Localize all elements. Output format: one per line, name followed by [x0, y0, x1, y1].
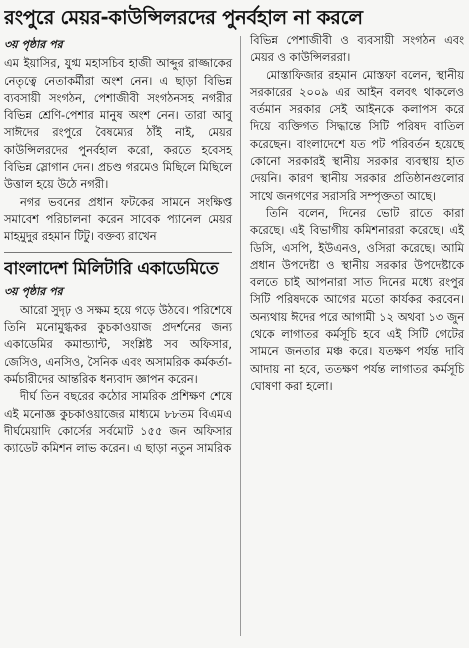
left-column: [4, 36, 232, 458]
column-divider: [240, 36, 241, 636]
article-paragraph: মোস্তাফিজার রহমান মোস্তফা বলেন, স্থানীয় সরকারের ২০০৯ এর আইন বলবৎ থাকলেও বর্তমান সরকার সেই আইনকে কলাপস করে দিয়ে ব্যক্তিগত সিদ্ধান্তে সিটি পরিষদ বাতিল করেছেন। বাংলাদেশে যত পট পরিবর্তন হয়েছে কোনো সরকারই স্থানীয় সরকার ব্যবস্থায় হাত দেয়নি। কারণ স্থানীয় সরকার প্রতিষ্ঠানগুলোর সাথে জনগণের সরাসরি সম্পৃক্ততা আছে।: [250, 67, 464, 203]
continued-from-kicker: ৩য় পৃষ্ঠার পর: [4, 38, 63, 51]
article-paragraph: বিভিন্ন পেশাজীবী ও ব্যবসায়ী সংগঠন এবং মেয়র ও কাউন্সিলররা।: [250, 33, 464, 65]
section-divider: [4, 252, 232, 253]
article-paragraph: নগর ভবনের প্রধান ফটকের সামনে সংক্ষিপ্ত সমাবেশ পরিচালনা করেন সাবেক প্যানেল মেয়র মাহমুদুর রহমান টিটু। বক্তব্য রাখেন: [4, 194, 232, 244]
article-paragraph: তিনি বলেন, দিনের ভোট রাতে কারা করেছে। এই বিভাগীয় কমিশনাররা করেছে। এই ডিসি, এসপি, ইউএনও, ওসিরা করেছে। আমি প্রধান উপদেষ্টা ও স্থানীয় সরকার উপদেষ্টাকে বলতে চাই আপনারা সাত দিনের মধ্যে রংপুর সিটি পরিষদকে আগের মতো কার্যকর করবেন। অন্যথায় ঈদের পরে আগামী ১২ অথবা ১৩ জুন থেকে লাগাতর কর্মসূচি হবে এই সিটি গেটের সামনে জনতার মঞ্চ করে। যতক্ষণ পর্যন্ত দাবি আদায় না হবে, ততক্ষণ পর্যন্ত লাগাতর কর্মসূচি ঘোষণা করা হলো।: [250, 205, 464, 393]
right-column: [250, 32, 464, 395]
second-article-headline: বাংলাদেশ মিলিটারি একাডেমিতে: [4, 258, 219, 279]
article-paragraph: এম ইয়াসির, যুগ্ম মহাসচিব হাজী আব্দুর রাজ্জাকের নেতৃত্বে নেতাকর্মীরা অংশ নেন। এ ছাড়া বিভিন্ন ব্যবসায়ী সংগঠন, পেশাজীবী সংগঠনসহ নগরীর বিভিন্ন শ্রেণি-পেশার মানুষ অংশ নেন। তারা আবু সাঈদের রংপুরে বৈষম্যের ঠাঁই নাই, মেয়র কাউন্সিলরদের পুনর্বহাল করো, করতে হবেসহ বিভিন্ন স্লোগান দেন। প্রচণ্ড গরমেও মিছিলে মিছিলে উত্তাল হয়ে উঠে নগরী।: [4, 56, 232, 192]
continued-from-kicker: ৩য় পৃষ্ঠার পর: [4, 284, 63, 298]
headline: রংপুরে মেয়র-কাউন্সিলরদের পুনর্বহাল না করলে: [4, 6, 363, 29]
article-paragraph: দীর্ঘ তিন বছরের কঠোর সামরিক প্রশিক্ষণ শেষে এই মনোজ্ঞ কুচকাওয়াজের মাধ্যমে ৮৮তম বিএমএ দীর্ঘমেয়াদি কোর্সের সর্বমোট ১৫৫ জন অফিসার ক্যাডেট কমিশন লাভ করেন। এ ছাড়া নতুন সামরিক: [4, 389, 232, 456]
article-paragraph: আরো সুদৃঢ় ও সক্ষম হয়ে গড়ে উঠবে। পরিশেষে তিনি মনোমুগ্ধকর কুচকাওয়াজ প্রদর্শনের জন্য একাডেমির কমান্ড্যান্ট, সংশ্লিষ্ট সব অফিসার, জেসিও, এনসিও, সৈনিক এবং অসামরিক কর্মকর্তা-কর্মচারীদের আন্তরিক ধন্যবাদ জ্ঞাপন করেন।: [4, 302, 232, 387]
